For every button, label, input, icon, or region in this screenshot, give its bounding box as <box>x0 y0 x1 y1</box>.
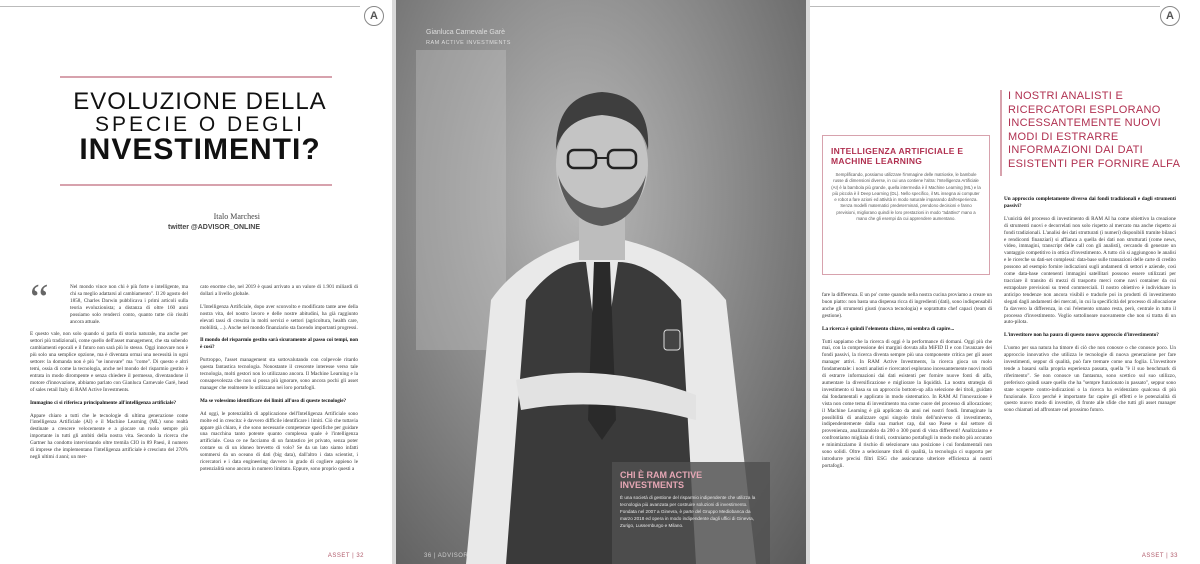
answer: Appare chiaro a tutti che le tecnologie di ultima generazione come l'intelligenza Artificiale (AI) e il Machine Learning (ML) sono realtà destinate a crescere velocemente e a giocare un ruolo sempre più importante in tutti gli ambiti della nostra vita. Secondo la ricerca che Gartner ha condotto intervistando oltre tremila CIO in 89 Paesi, il numero di imprese che implementano l'intelligenza artificiale è cresciuto del 270% negli ultimi 4 anni; un mer- <box>30 412 188 460</box>
author-name: Italo Marchesi <box>213 212 260 221</box>
title-line-3: INVESTIMENTI? <box>79 133 321 166</box>
column-1 <box>30 284 188 467</box>
advisor-badge: A <box>364 6 384 26</box>
sidebar-box <box>822 135 990 275</box>
page-folio: 36 | ADVISOR <box>424 553 469 559</box>
person-name: Gianluca Carnevale Garè <box>426 29 505 36</box>
sidebar-box-title: INTELLIGENZA ARTIFICIALE E MACHINE LEARNING <box>831 146 964 166</box>
page-right <box>810 0 1200 564</box>
answer: Tutti sappiamo che la ricerca di oggi è la performance di domani. Oggi più che mai, con la compressione dei margini dovuta alla MiFID II e con l'avanzare dei fondi passivi, la ricerca diventa sempre più una componente critica per gli asset manager attivi. In RAM Active Investments, la ricerca gioca un ruolo fondamentale: i nostri analisti e ricercatori esplorano incessantemente nuovi modi di estrarre informazioni dai dati esistenti per fornire nuove fonti di alfa, aumentare la diversificazione e migliorare la liquidità. La nostra strategia di investimento si basa su un approccio bottom-up alla selezione dei titoli, guidato dai fondamentali e applicato in modo sistematico. In RAM AI l'innovazione è vista non come tema di investimento ma come cuore del processo di allocazione; il Machine Learning è già applicato da anni nei nostri fondi. Immaginate la possibilità di analizzare ogni singolo titolo dell'universo di investimento, indipendentemente dalla sua market cap, dal suo Paese o dal settore di provenienza, analizzandolo da 200 o 300 punti di vista differenti! Analizziamo e confrontiamo migliaia di titoli, costruiamo portafogli in modo molto più accurato e minimizziamo il rischio di selezionare una posizione i cui fondamentali non sono solidi. Oltre a selezionare titoli di qualità, la tecnologia ci supporta per introdurre precisi filtri ESG che assicurano ulteriore efficienza ai nostri portafogli. <box>822 338 992 469</box>
company-box-body: È una società di gestione del risparmio indipendente che utilizza la tecnologia più avanzata per costruire soluzioni di investimento. Fondata nel 2007 a Ginevra, è parte del Gruppo Mediobanca da marzo 2018 ed opera in modo indipendente dagli uffici di Ginevra, Zurigo, Lussemburgo e Milano. <box>620 495 756 528</box>
company-box <box>612 462 770 564</box>
answer: Ad oggi, le potenzialità di applicazione dell'Intelligenza Artificiale sono molte ed in crescita: è davvero difficile identificare i limiti. Ciò che tuttavia appare già chiaro, è che sono necessarie competenze specifiche per guidare una macchina tanto potente quanto complessa quale è l'intelligenza artificiale. Cosa ce ne facciamo di un fantastico jet privato, senza poter contare su di un idoneo brevetto di volo? Se da un lato siamo infatti sommersi da un oceano di dati (big data), dall'altro i data scientist, i ricercatori e i data engineering davvero in grado di cogliere appieno le potenzialità sono ancora in numero limitato. Eppure, sono proprio questi a <box>200 410 358 472</box>
twitter-handle: twitter @ADVISOR_ONLINE <box>167 224 260 231</box>
title-rule-bottom <box>60 184 332 186</box>
quote-mark-icon: “ <box>30 277 49 323</box>
pull-quote-text: I NOSTRI ANALISTI E RICERCATORI ESPLORANO INCESSANTEMENTE NUOVI MODI DI ESTRARRE INFORMAZIONI DAI DATI ESISTENTI PER FORNIRE ALFA <box>1008 90 1181 170</box>
column-1 <box>822 292 992 476</box>
paragraph: L'Intelligenza Artificiale, dopo aver sconvolto e modificato tante aree della nostra vita, del nostro lavoro e delle nostre abitudini, ha già raggiunto elevati tassi di crescita in molti servizi e settori (agricoltura, health care, mobilità, ...). Anche nel mondo finanziario sta facendo importanti progressi. <box>200 303 358 331</box>
header-rule <box>0 6 360 7</box>
answer: Purtroppo, l'asset management sta sottovalutando con colpevole ritardo questa fantastica tecnologia. Nonostante il crescente interesse verso tale tecnologia, molti gestori non lo utilizzano ancora. Il Machine Learning e la consapevolezza che non si possa più ignorare, sono ancora pochi gli asset manager che realmente lo utilizzano nei loro portafogli. <box>200 357 358 391</box>
column-2 <box>1004 196 1176 420</box>
page-photo <box>396 0 806 564</box>
title-line-2: SPECIE O DEGLI <box>94 113 306 136</box>
column-2 <box>200 284 358 479</box>
byline <box>140 212 260 233</box>
advisor-badge: A <box>1160 6 1180 26</box>
page-folio: ASSET | 32 <box>327 553 364 559</box>
sidebar-box-body: Semplificando, possiamo utilizzare l'immagine delle matrioske, le bambole russe di dimensioni diverse, in cui una contiene l'altra: l'Intelligenza Artificiale (AI) è la bambola più grande, quella intermedia è il Machine Learning (ML) e la più piccola è il Deep Learning (DL). Nello specifico, il ML insegna ai computer e robot a fare azioni ed attività in modo naturale imparando dall'esperienza. Senza modelli matematici predeterminati, prendono decisioni e fanno previsioni, migliorano quindi le loro prestazioni in modo "adattivo" mano a mano che gli esempi da cui apprendere aumentano. <box>831 172 981 222</box>
paragraph: fare la differenza. E un po' come quando nella nostra cucina proviamo a creare un buon piatto: non basta una dispensa ricca di ingredienti (dati), sono indispensabili anche gli strumenti giusti (nuova tecnologia) e soprattutto chef capaci (team di gestione). <box>822 292 992 319</box>
title-line-1: EVOLUZIONE DELLA <box>73 88 327 115</box>
question: Il mondo del risparmio gestito sarà sicuramente al passo coi tempi, non è così? <box>200 337 358 351</box>
intro-paragraph: Nel mondo vince non chi è più forte o intelligente, ma chi sa meglio adattarsi al cambiamento". Il 20 agosto del 1858, Charles Darwin pubblicava i primi articoli sulla teoria evoluzionista; a distanza di oltre 160 anni possiamo solo renderci conto, quanto tutte ciò risulti ancora attuale. <box>70 284 188 325</box>
question: Un approccio completamente diverso dai fondi tradizionali e dagli strumenti passivi? <box>1004 196 1176 209</box>
pull-quote-accent <box>1000 90 1002 176</box>
header-rule <box>810 6 1160 7</box>
page-left <box>0 0 392 564</box>
paragraph: E questo vale, non solo quando si parla di storia naturale, ma anche per settori più tradizionali, come quello dell'asset management, che sta subendo cambiamenti epocali e il futuro non sarà più lo stesso. Oggi innovare non è più solo una semplice opzione, ma è diventata ormai una necessità in ogni settore: la domanda non è più "se innovare" ma "come". Di questo e altri temi, ossia di come la tecnologia, anche nel mondo del risparmio gestito è entrata in modo dirompente e senza chiedere il permesso, diventandone il motore d'innovazione, abbiamo parlato con Gianluca Carnevale Garè, head of sales retail Italy di RAM Active Investments. <box>30 331 188 393</box>
page-folio: ASSET | 33 <box>1141 553 1178 559</box>
article-title <box>40 90 360 165</box>
paragraph: cato enorme che, nel 2019 è quasi arrivato a un valore di 1.901 miliardi di dollari a livello globale. <box>200 284 358 297</box>
photo-caption <box>426 28 511 48</box>
question: Ma se volessimo identificare dei limiti all'uso di queste tecnologie? <box>200 397 347 404</box>
question: L'investitore non ha paura di questo nuovo approccio d'investimento? <box>1004 332 1159 339</box>
company-box-title: CHI È RAM ACTIVE INVESTMENTS <box>620 470 703 490</box>
watch-icon <box>664 330 680 350</box>
person-company: RAM ACTIVE INVESTMENTS <box>426 40 511 46</box>
pull-quote <box>1008 90 1188 171</box>
question: Immagino ci si riferisca principalmente all'intelligenza artificiale? <box>30 399 177 406</box>
answer: L'unicità del processo di investimento di RAM AI ha come obiettivo la creazione di strumenti nuovi e decorrelati non solo rispetto al mercato ma anche rispetto ai fondi tradizionali. L'analisi dei dati strutturati (i numeri) disponibili tramite bilanci e rendiconti finanziari) si affianca a quella dei dati non strutturati (come news, video, immagini, transcript delle call con gli analisti), cercando di generare un vantaggio competitivo in ottica d'investimento. A tutto ciò si aggiungono le analisi e le ricerche su dati-set complessi: data-base sulle transazioni delle carte di credito possono ad esempio fornire indicazioni sugli andamenti di settori e aziende, così come data-base contenenti immagini satellitari possono essere utilizzati per tracciare il transito di mezzi di trasporto merci come navi container da cui estrapolare previsioni su trend commerciali. Il nostro obiettivo è individuare in anticipo tendenze non ancora visibili e tradurle poi in prodotti di investimento slegati dagli andamenti dei mercati, in cui la specificità del processo di allocazione fa davvero la differenza, in cui l'elemento umano resta, però, centrale in tutto il processo d'investimento. Voglio sottolineare nuovamente che non si tratta di un auto-pilota. <box>1004 215 1176 326</box>
answer: L'uomo per sua natura ha timore di ciò che non conosce o che conosce poco. Un approccio innovativo che utilizza le tecnologie di nuova generazione per fare investimenti, seppur di qualità, può fare tremare come una foglia. L'investitore tende a basarsi sulla propria esperienza passata, quella "è il suo benchmark di riferimento". Se non conosce un fantasma, sono scettico sul suo utilizzo, preferisco quindi usare quello che ha "sempre funzionato in passato", seppur sono state scoperte contro-indicazioni o la ricerca ha evidenziato qualcosa di più funzionale. Ecco perché è importante far capire gli effetti e le potenzialità di questo nuovo modo di investire, di fronte alle sfide che tutti gli asset manager sono chiamati ad affrontare nel prossimo futuro. <box>1004 345 1176 414</box>
question: La ricerca è quindi l'elemento chiave, mi sembra di capire... <box>822 325 955 332</box>
title-rule-top <box>60 76 332 78</box>
